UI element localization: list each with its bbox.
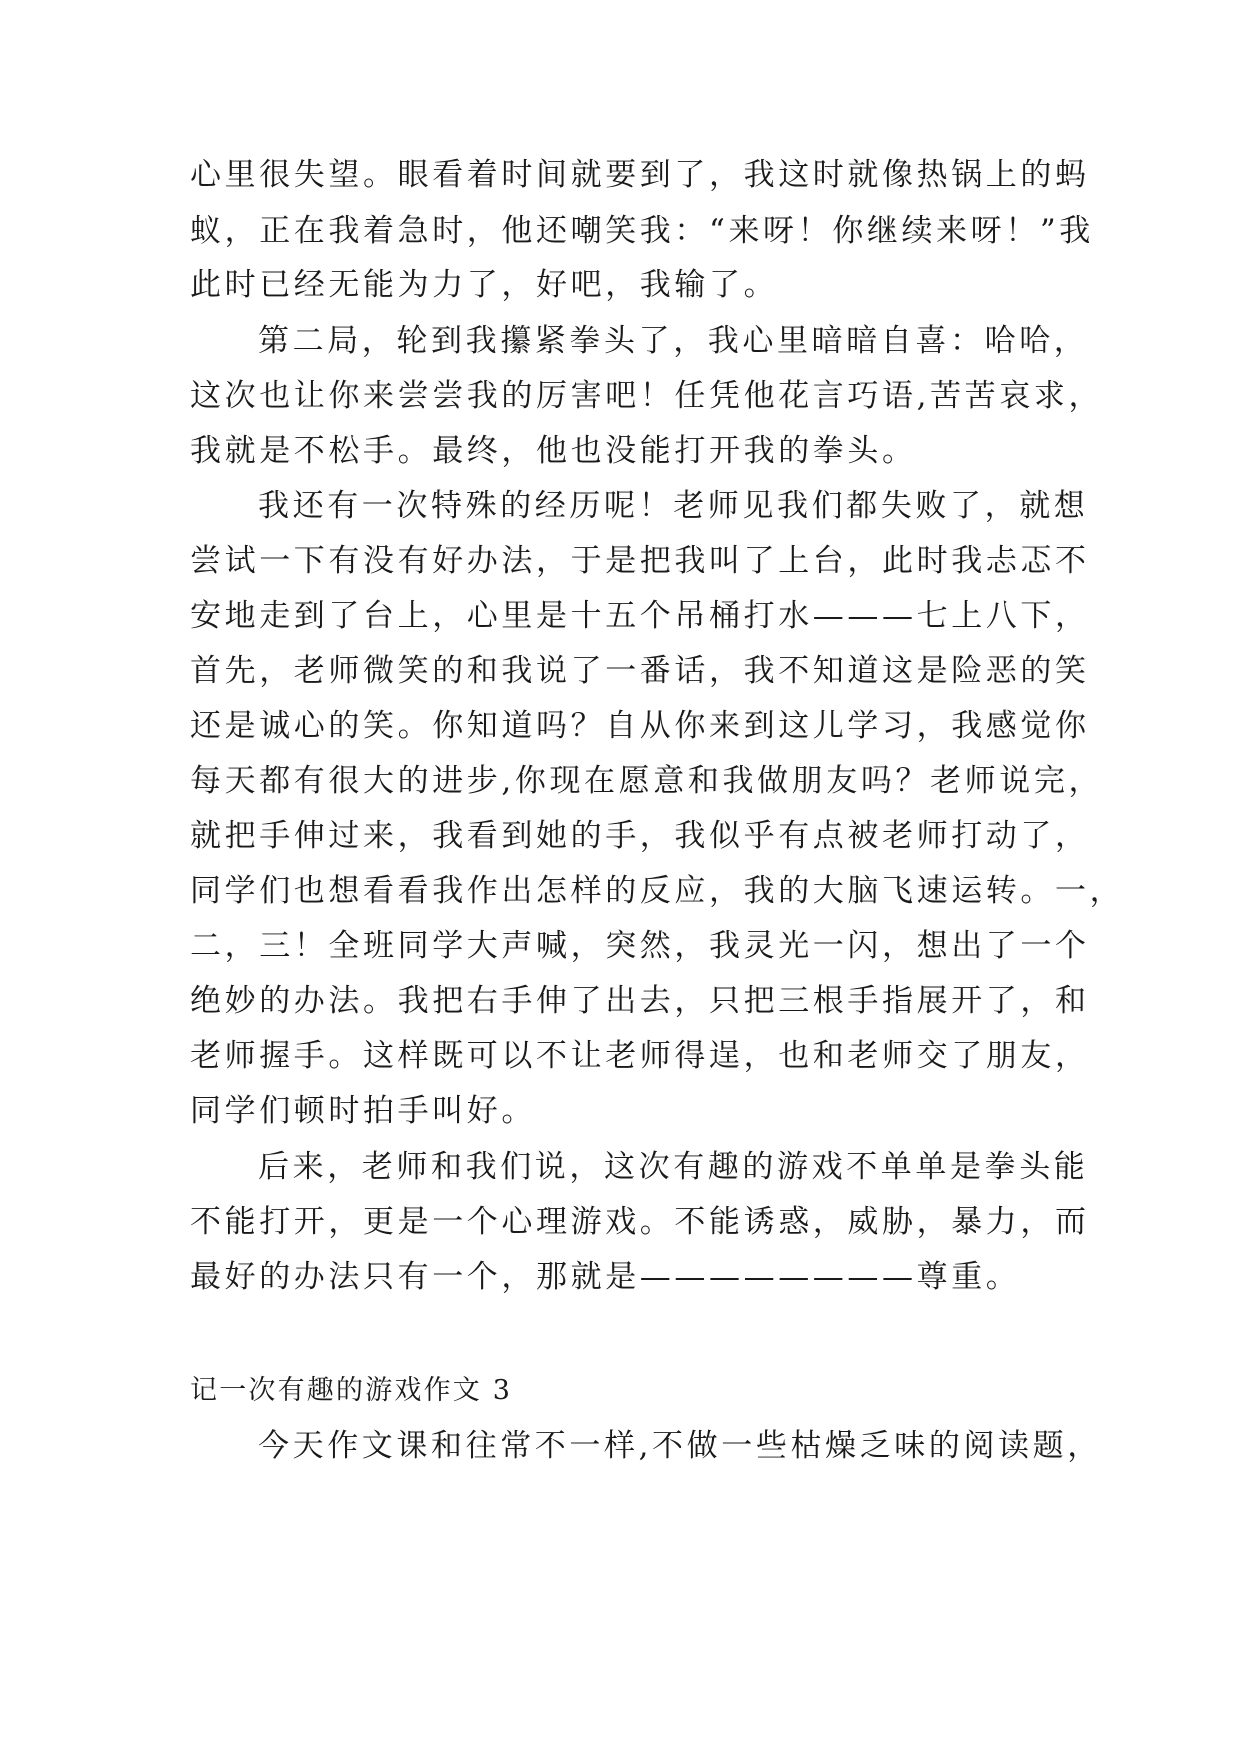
text-line: 不能打开，更是一个心理游戏。不能诱惑，威胁，暴力，而 xyxy=(190,1204,1090,1240)
text-line: 尝试一下有没有好办法，于是把我叫了上台，此时我忐忑不 xyxy=(190,543,1090,579)
text-line: 安地走到了台上，心里是十五个吊桶打水———七上八下， xyxy=(190,598,1090,634)
paragraph-start-line: 今天作文课和往常不一样,不做一些枯燥乏味的阅读题， xyxy=(258,1428,1102,1464)
text-line: 就把手伸过来，我看到她的手，我似乎有点被老师打动了， xyxy=(190,818,1090,854)
text-line: 绝妙的办法。我把右手伸了出去，只把三根手指展开了，和 xyxy=(190,983,1090,1019)
text-line: 每天都有很大的进步,你现在愿意和我做朋友吗？老师说完， xyxy=(190,763,1104,799)
text-line: 蚁，正在我着急时，他还嘲笑我：“来呀！你继续来呀！”我 xyxy=(190,213,1094,249)
text-line: 老师握手。这样既可以不让老师得逞，也和老师交了朋友， xyxy=(190,1038,1090,1074)
text-line: 最好的办法只有一个，那就是————————尊重。 xyxy=(190,1259,1021,1295)
text-line: 首先，老师微笑的和我说了一番话，我不知道这是险恶的笑 xyxy=(190,653,1090,689)
text-line: 我就是不松手。最终，他也没能打开我的拳头。 xyxy=(190,433,917,469)
text-line: 同学们顿时拍手叫好。 xyxy=(190,1093,536,1129)
text-line: 同学们也想看看我作出怎样的反应，我的大脑飞速运转。一， xyxy=(190,873,1125,909)
paragraph-start-line: 第二局，轮到我攥紧拳头了，我心里暗暗自喜：哈哈， xyxy=(258,323,1089,359)
text-line: 二，三！全班同学大声喊，突然，我灵光一闪，想出了一个 xyxy=(190,928,1090,964)
paragraph-start-line: 后来，老师和我们说，这次有趣的游戏不单单是拳头能 xyxy=(258,1149,1089,1185)
paragraph-start-line: 我还有一次特殊的经历呢！老师见我们都失败了，就想 xyxy=(258,488,1089,524)
section-heading: 记一次有趣的游戏作文 3 xyxy=(190,1375,513,1406)
text-line: 此时已经无能为力了，好吧，我输了。 xyxy=(190,267,779,303)
text-line: 还是诚心的笑。你知道吗？自从你来到这儿学习，我感觉你 xyxy=(190,708,1090,744)
text-line: 心里很失望。眼看着时间就要到了，我这时就像热锅上的蚂 xyxy=(190,157,1090,193)
text-line: 这次也让你来尝尝我的厉害吧！任凭他花言巧语,苦苦哀求， xyxy=(190,378,1104,414)
